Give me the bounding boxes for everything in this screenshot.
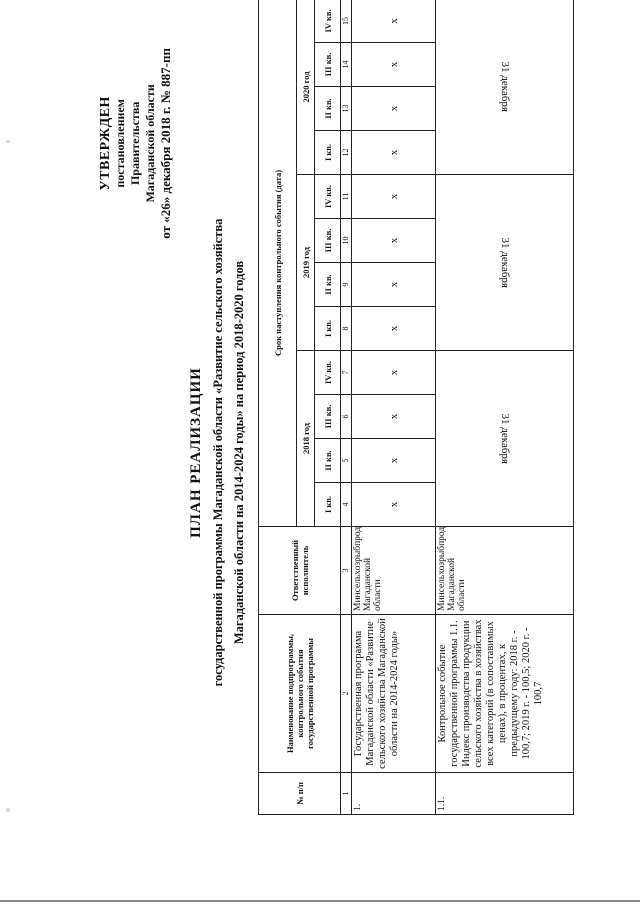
deadline-cell-2019 (436, 175, 574, 351)
deadline-date: 31 декабря (498, 413, 511, 464)
header-quarter: IV кв. (315, 0, 341, 43)
column-number: 12 (341, 131, 352, 175)
header-quarter: III кв. (315, 219, 341, 263)
quarter-mark: x (352, 439, 436, 483)
column-number: 11 (341, 175, 352, 219)
deadline-cell-2018 (436, 351, 574, 527)
row-name: Контрольное событие государственной программы 1.1. Индекс производства продукции сельского хозяйства в хозяйствах всех категорий (в сопоставимых ценах), в процентах, к предыдущему году: 2018 г. - 100,7; 2019 г. - 100,5; 2020 г. - 100,7 (436, 615, 574, 773)
quarter-mark: x (352, 263, 436, 307)
header-quarter: II кв. (315, 263, 341, 307)
title-subtitle-line: государственной программы Магаданской области «Развитие сельского хозяйства (211, 218, 225, 687)
row-number: 1.1. (436, 773, 574, 815)
header-quarter: II кв. (315, 439, 341, 483)
column-number: 6 (341, 395, 352, 439)
column-number: 13 (341, 87, 352, 131)
column-number: 10 (341, 219, 352, 263)
deadline-date: 31 декабря (498, 61, 511, 113)
header-year: 2018 год (297, 351, 315, 527)
column-number: 7 (341, 351, 352, 395)
column-number: 9 (341, 263, 352, 307)
document-title (188, 0, 247, 905)
table-row (436, 0, 574, 815)
header-year: 2020 год (297, 0, 315, 175)
header-deadline: Срок наступления контрольного события (дата) (259, 0, 297, 527)
table-row (352, 0, 436, 815)
deadline-cell-2020 (436, 0, 574, 175)
column-number: 4 (341, 483, 352, 527)
quarter-mark: x (352, 483, 436, 527)
header-quarter: II кв. (315, 87, 341, 131)
header-quarter: I кв. (315, 483, 341, 527)
header-responsible: Ответственный исполнитель (259, 527, 341, 615)
header-quarter: IV кв. (315, 351, 341, 395)
header-quarter: IV кв. (315, 175, 341, 219)
approval-heading: УТВЕРЖДЕН (98, 96, 113, 191)
row-name: Государственная программа Магаданской области «Развитие сельского хозяйства Магаданской области на 2014-2024 годы» (352, 615, 436, 773)
header-quarter: I кв. (315, 131, 341, 175)
header-quarter: I кв. (315, 307, 341, 351)
header-num: № п/п (259, 773, 341, 815)
header-name: Наименование подпрограммы, контрольного события государственной программы (259, 615, 341, 773)
deadline-date: 31 декабря (498, 237, 511, 288)
title-main: ПЛАН РЕАЛИЗАЦИИ (188, 367, 204, 538)
header-quarter: III кв. (315, 395, 341, 439)
quarter-mark: x (352, 219, 436, 263)
quarter-mark: x (352, 175, 436, 219)
row-responsible: Минсельхозрыбпрод Магаданской области (352, 527, 436, 615)
approval-date: от «26» декабря 2018 г. № 887-пп (158, 48, 173, 239)
approval-line: постановлением (113, 99, 127, 188)
quarter-mark: x (352, 351, 436, 395)
column-number: 1 (341, 773, 352, 815)
column-number: 3 (341, 527, 352, 615)
column-number: 15 (341, 0, 352, 43)
column-number: 8 (341, 307, 352, 351)
approval-block (98, 48, 173, 239)
quarter-mark: x (352, 307, 436, 351)
header-quarter: III кв. (315, 43, 341, 87)
approval-line: Магаданской области (143, 84, 157, 203)
approval-line: Правительства (128, 101, 142, 186)
row-number: 1. (352, 773, 436, 815)
column-number: 5 (341, 439, 352, 483)
quarter-mark: x (352, 131, 436, 175)
quarter-mark: x (352, 0, 436, 43)
column-number: 14 (341, 43, 352, 87)
quarter-mark: x (352, 43, 436, 87)
quarter-mark: x (352, 395, 436, 439)
quarter-mark: x (352, 87, 436, 131)
plan-table (258, 0, 574, 815)
column-number: 2 (341, 615, 352, 773)
title-subtitle-line: Магаданской области на 2014-2024 годы» на период 2018-2020 годов (232, 260, 246, 645)
row-responsible: Минсельхозрыбпрод Магаданской области (436, 527, 574, 615)
column-number-row (341, 0, 352, 815)
header-year: 2019 год (297, 175, 315, 351)
